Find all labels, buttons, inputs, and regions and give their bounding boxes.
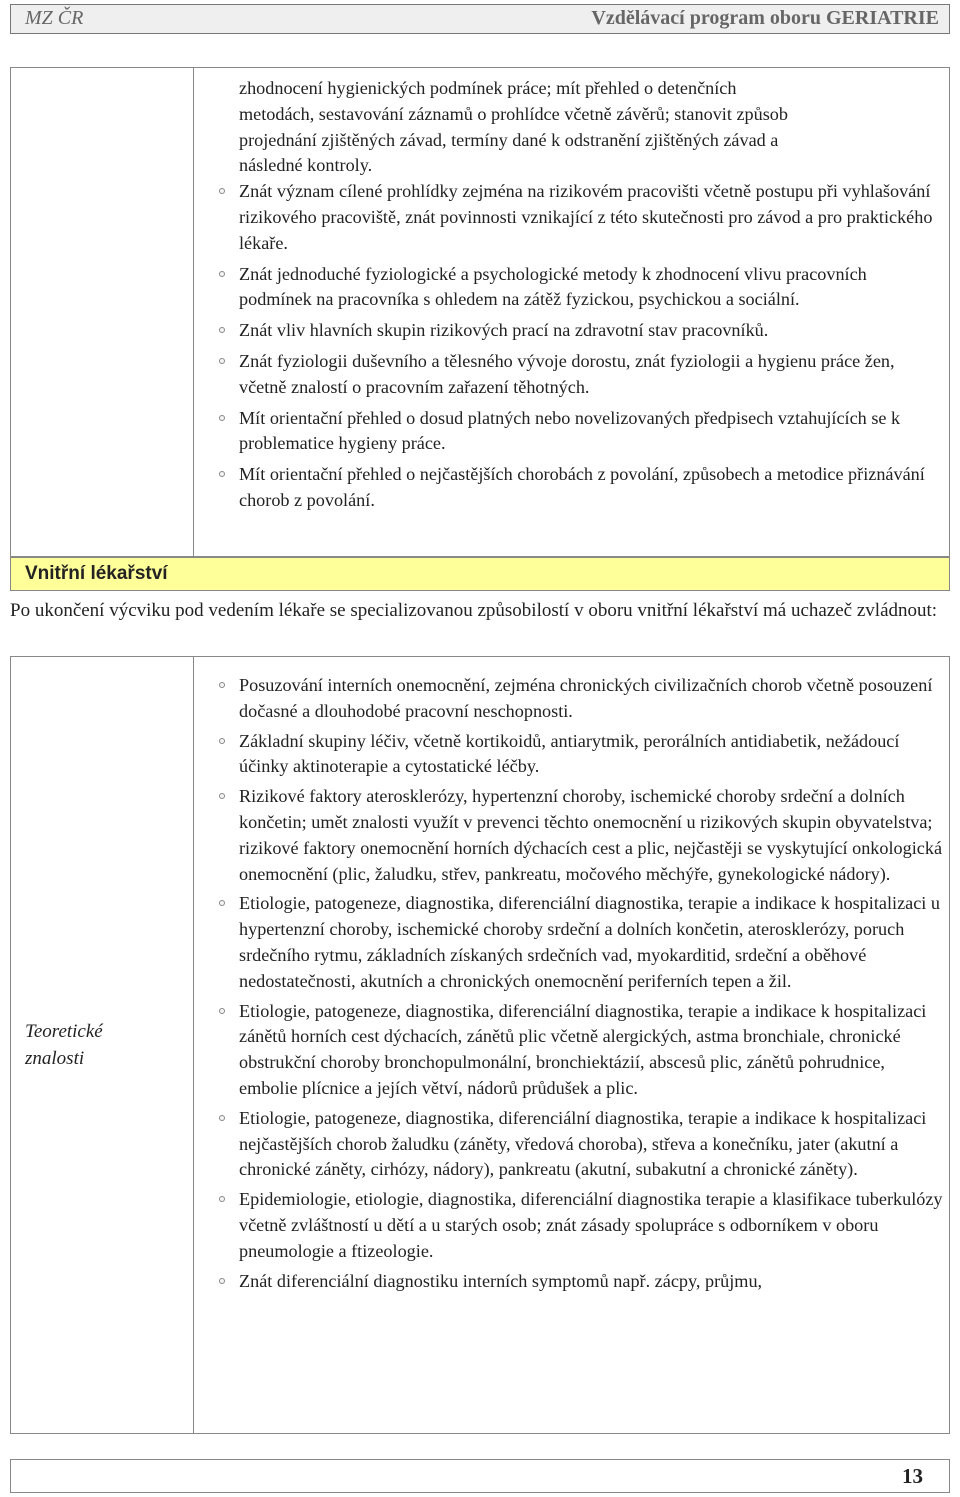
theoretical-knowledge-table xyxy=(10,656,950,1434)
page-footer xyxy=(10,1459,950,1493)
row-label xyxy=(25,1018,103,1072)
section-heading-bar xyxy=(10,557,950,591)
continued-line: metodách, sestavování záznamů o prohlídce včetně závěrů; stanovit způsob xyxy=(239,103,788,124)
list-item: Posuzování interních onemocnění, zejména chronických civilizačních chorob včetně posouzení dočasné a dlouhodobé pracovní neschopnosti. xyxy=(199,673,947,725)
list-item: Etiologie, patogeneze, diagnostika, diferenciální diagnostika, terapie a indikace k hospitalizaci nejčastějších chorob žaludku (záněty, vředová choroba), střeva a konečníku, jater (akutní a chronické záněty, cirhózy, nádory), pankreatu (akutní, subakutní a chronické záněty). xyxy=(199,1106,947,1183)
table-content xyxy=(199,669,947,1294)
list-item: Základní skupiny léčiv, včetně kortikoidů, antiarytmik, perorálních antidiabetik, nežádoucí účinky aktinoterapie a cytostatické léčby. xyxy=(199,729,947,781)
list-item: Znát fyziologii duševního a tělesného vývoje dorostu, znát fyziologii a hygienu práce žen, včetně znalostí o pracovním zařazení těhotných. xyxy=(199,349,939,401)
section-title: Vnitřní lékařství xyxy=(25,563,168,584)
section-intro: Po ukončení výcviku pod vedením lékaře se specializovanou způsobilostí v oboru vnitřní lékařství má uchazeč zvládnout: xyxy=(10,600,938,621)
continued-line: projednání zjištěných závad, termíny dané k odstranění zjištěných závad a xyxy=(239,129,779,150)
list-item: Znát jednoduché fyziologické a psychologické metody k zhodnocení vlivu pracovních podmínek na pracovníka s ohledem na zátěž fyzickou, psychickou a sociální. xyxy=(199,262,939,314)
list-item: Etiologie, patogeneze, diagnostika, diferenciální diagnostika, terapie a indikace k hospitalizaci u hypertenzní choroby, ischemické choroby srdeční a dolních končetin, aterosklerózy, poruch srdečního rytmu, základních získaných srdečních vad, myokarditid, srdeční a oběhové nedostatečnosti, akutních a chronických onemocnění periferních tepen a žil. xyxy=(199,891,947,994)
list-item: Znát diferenciální diagnostiku interních symptomů např. zácpy, průjmu, xyxy=(199,1269,947,1295)
table-left-column xyxy=(11,657,194,1433)
list-item: Mít orientační přehled o dosud platných nebo novelizovaných předpisech vztahujících se k problematice hygieny práce. xyxy=(199,406,939,458)
continued-line: následné kontroly. xyxy=(239,155,373,176)
continued-line: zhodnocení hygienických podmínek práce; mít přehled o detenčních xyxy=(239,78,737,98)
table-left-column xyxy=(11,68,194,556)
list-item: Rizikové faktory aterosklerózy, hypertenzní choroby, ischemické choroby srdeční a dolních končetin; umět znalosti využít v prevenci těchto onemocnění u rizikových skupin obyvatelstva; rizikové faktory onemocnění horních dýchacích cest a plic, nejčastěji se vyskytující onkologická onemocnění (plic, žaludku, střev, pankreatu, močového měchýře, gynekologické nádory). xyxy=(199,784,947,887)
continued-text xyxy=(199,76,939,179)
page-header xyxy=(10,4,950,34)
row-label-line: Teoretické xyxy=(25,1021,103,1042)
table-content xyxy=(199,76,939,514)
header-ministry: MZ ČR xyxy=(25,7,84,29)
occupational-medicine-table xyxy=(10,67,950,557)
requirement-list xyxy=(199,179,939,514)
list-item: Znát význam cílené prohlídky zejména na rizikovém pracovišti včetně postupu při vyhlašování rizikového pracoviště, znát povinnosti vznikající z této skutečnosti pro závod a pro praktického lékaře. xyxy=(199,179,939,256)
list-item: Epidemiologie, etiologie, diagnostika, diferenciální diagnostika terapie a klasifikace tuberkulózy včetně zvláštností u dětí a u starých osob; znát zásady spolupráce s odborníkem v oboru pneumologie a ftizeologie. xyxy=(199,1187,947,1264)
header-document-title: Vzdělávací program oboru GERIATRIE xyxy=(591,7,939,29)
list-item: Etiologie, patogeneze, diagnostika, diferenciální diagnostika, terapie a indikace k hospitalizaci zánětů horních cest dýchacích, zánětů plic včetně alergických, astma bronchiale, chronické obstrukční choroby bronchopulmonální, bronchiektázií, abscesů plic, zánětů pohrudnice, embolie plícnice a jejích větví, nádorů průdušek a plic. xyxy=(199,999,947,1102)
row-label-line: znalosti xyxy=(25,1048,85,1069)
list-item: Mít orientační přehled o nejčastějších chorobách z povolání, způsobech a metodice přiznávání chorob z povolání. xyxy=(199,462,939,514)
knowledge-list xyxy=(199,673,947,1294)
page-number: 13 xyxy=(902,1464,923,1488)
list-item: Znát vliv hlavních skupin rizikových prací na zdravotní stav pracovníků. xyxy=(199,318,939,344)
